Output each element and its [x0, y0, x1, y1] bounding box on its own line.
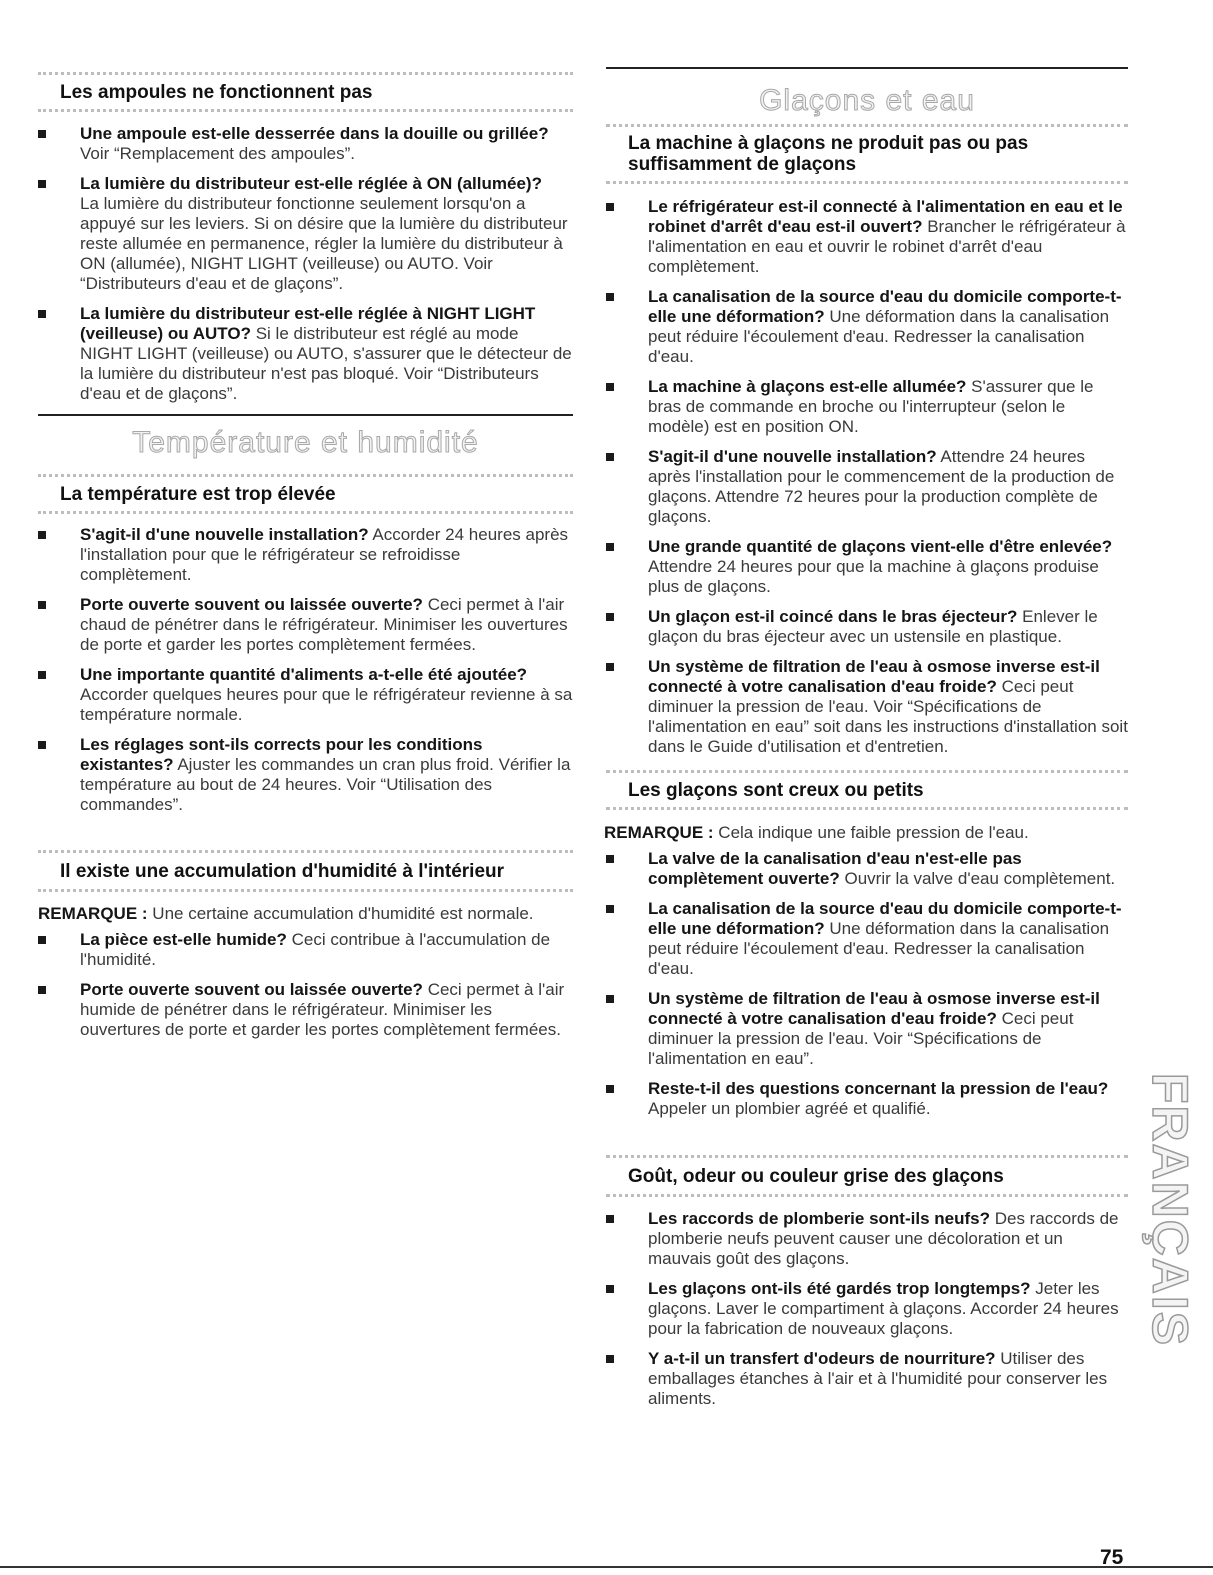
gout-list-block: [606, 1209, 1128, 1419]
creux-block: [606, 823, 1128, 1129]
section-rule: [606, 67, 1128, 69]
machine-heading: La machine à glaçons ne produit pas ou pas suffisamment de glaçons: [606, 124, 1128, 184]
list-item: La lumière du distributeur est-elle réglée à NIGHT LIGHT (veilleuse) ou AUTO? Si le distributeur est réglé au mode NIGHT LIGHT (veilleuse) ou AUTO, s'assurer que le détecteur de la lumière du distributeur n'est pas bloqué. Voir “Distributeurs d'eau et de glaçons”.: [38, 304, 573, 404]
creux-heading: Les glaçons sont creux ou petits: [606, 770, 1128, 810]
ampoules-list-block: [38, 124, 573, 414]
creux-list: [606, 849, 1128, 1119]
humidite-heading: Il existe une accumulation d'humidité à l'intérieur: [38, 850, 573, 892]
gout-heading: Goût, odeur ou couleur grise des glaçons: [606, 1155, 1128, 1197]
ampoules-heading: Les ampoules ne fonctionnent pas: [38, 72, 573, 112]
list-item: Une grande quantité de glaçons vient-elle d'être enlevée? Attendre 24 heures pour que la machine à glaçons produise plus de glaçons.: [606, 537, 1128, 597]
gout-list: [606, 1209, 1128, 1409]
temperature-list-block: [38, 525, 573, 825]
list-item: S'agit-il d'une nouvelle installation? Accorder 24 heures après l'installation pour que le réfrigérateur se refroidisse complètement.: [38, 525, 573, 585]
list-item: S'agit-il d'une nouvelle installation? Attendre 24 heures après l'installation pour le commencement de la production de glaçons. Attendre 72 heures pour la production complète de glaçons.: [606, 447, 1128, 527]
list-item: Une ampoule est-elle desserrée dans la douille ou grillée? Voir “Remplacement des ampoules”.: [38, 124, 573, 164]
list-item: Reste-t-il des questions concernant la pression de l'eau? Appeler un plombier agréé et qualifié.: [606, 1079, 1128, 1119]
ampoules-list: [38, 124, 573, 404]
list-item: Le réfrigérateur est-il connecté à l'alimentation en eau et le robinet d'arrêt d'eau est-il ouvert? Brancher le réfrigérateur à l'alimentation en eau et ouvrir le robinet d'arrêt d'eau complètement.: [606, 197, 1128, 277]
remark: REMARQUE : Cela indique une faible pression de l'eau.: [604, 823, 1029, 842]
list-item: La canalisation de la source d'eau du domicile comporte-t-elle une déformation? Une déformation dans la canalisation peut réduire l'écoulement d'eau. Redresser la canalisation d'eau.: [606, 287, 1128, 367]
list-item: Les réglages sont-ils corrects pour les conditions existantes? Ajuster les commandes un cran plus froid. Vérifier la température au bout de 24 heures. Voir “Utilisation des commandes”.: [38, 735, 573, 815]
list-item: La valve de la canalisation d'eau n'est-elle pas complètement ouverte? Ouvrir la valve d'eau complètement.: [606, 849, 1128, 889]
machine-list-block: [606, 197, 1128, 767]
remark: REMARQUE : Une certaine accumulation d'humidité est normale.: [38, 904, 534, 923]
section-title: Glaçons et eau: [759, 84, 975, 117]
section-rule: [38, 414, 573, 416]
list-item: La machine à glaçons est-elle allumée? S'assurer que le bras de commande en broche ou l'interrupteur (selon le modèle) est en position ON.: [606, 377, 1128, 437]
temperature-list: [38, 525, 573, 815]
language-side-tab: FRANÇAIS: [1142, 1072, 1198, 1348]
list-item: Un système de filtration de l'eau à osmose inverse est-il connecté à votre canalisation d'eau froide? Ceci peut diminuer la pression de l'eau. Voir “Spécifications de l'alimentation en eau”.: [606, 989, 1128, 1069]
list-item: Les raccords de plomberie sont-ils neufs? Des raccords de plomberie neufs peuvent causer une décoloration et un mauvais goût des glaçons.: [606, 1209, 1128, 1269]
machine-list: [606, 197, 1128, 757]
temperature-heading: La température est trop élevée: [38, 474, 573, 514]
section-title: Température et humidité: [132, 426, 479, 459]
list-item: Porte ouverte souvent ou laissée ouverte? Ceci permet à l'air humide de pénétrer dans le réfrigérateur. Minimiser les ouvertures de porte et garder les portes complètement fermées.: [38, 980, 573, 1040]
page-number: 75: [1100, 1546, 1124, 1569]
list-item: Les glaçons ont-ils été gardés trop longtemps? Jeter les glaçons. Laver le compartiment à glaçons. Accorder 24 heures pour la fabrication de nouveaux glaçons.: [606, 1279, 1128, 1339]
humidite-block: [38, 904, 573, 1050]
list-item: Un système de filtration de l'eau à osmose inverse est-il connecté à votre canalisation d'eau froide? Ceci peut diminuer la pression de l'eau. Voir “Spécifications de l'alimentation en eau” soit dans les instructions d'installation soit dans le Guide d'utilisation et d'entretien.: [606, 657, 1128, 757]
list-item: Un glaçon est-il coincé dans le bras éjecteur? Enlever le glaçon du bras éjecteur avec un ustensile en plastique.: [606, 607, 1128, 647]
list-item: Porte ouverte souvent ou laissée ouverte? Ceci permet à l'air chaud de pénétrer dans le réfrigérateur. Minimiser les ouvertures de porte et garder les portes complètement fermées.: [38, 595, 573, 655]
list-item: La pièce est-elle humide? Ceci contribue à l'accumulation de l'humidité.: [38, 930, 573, 970]
list-item: La lumière du distributeur est-elle réglée à ON (allumée)? La lumière du distributeur fonctionne seulement lorsqu'on a appuyé sur les leviers. Si on désire que la lumière du distributeur reste allumée en permanence, régler la lumière du distributeur à ON (allumée), NIGHT LIGHT (veilleuse) ou AUTO. Voir “Distributeurs d'eau et de glaçons”.: [38, 174, 573, 294]
humidite-list: [38, 930, 573, 1040]
list-item: Y a-t-il un transfert d'odeurs de nourriture? Utiliser des emballages étanches à l'air et à l'humidité pour conserver les aliments.: [606, 1349, 1128, 1409]
list-item: Une importante quantité d'aliments a-t-elle été ajoutée? Accorder quelques heures pour que le réfrigérateur revienne à sa température normale.: [38, 665, 573, 725]
list-item: La canalisation de la source d'eau du domicile comporte-t-elle une déformation? Une déformation dans la canalisation peut réduire l'écoulement d'eau. Redresser la canalisation d'eau.: [606, 899, 1128, 979]
bottom-rule: [0, 1566, 1213, 1568]
